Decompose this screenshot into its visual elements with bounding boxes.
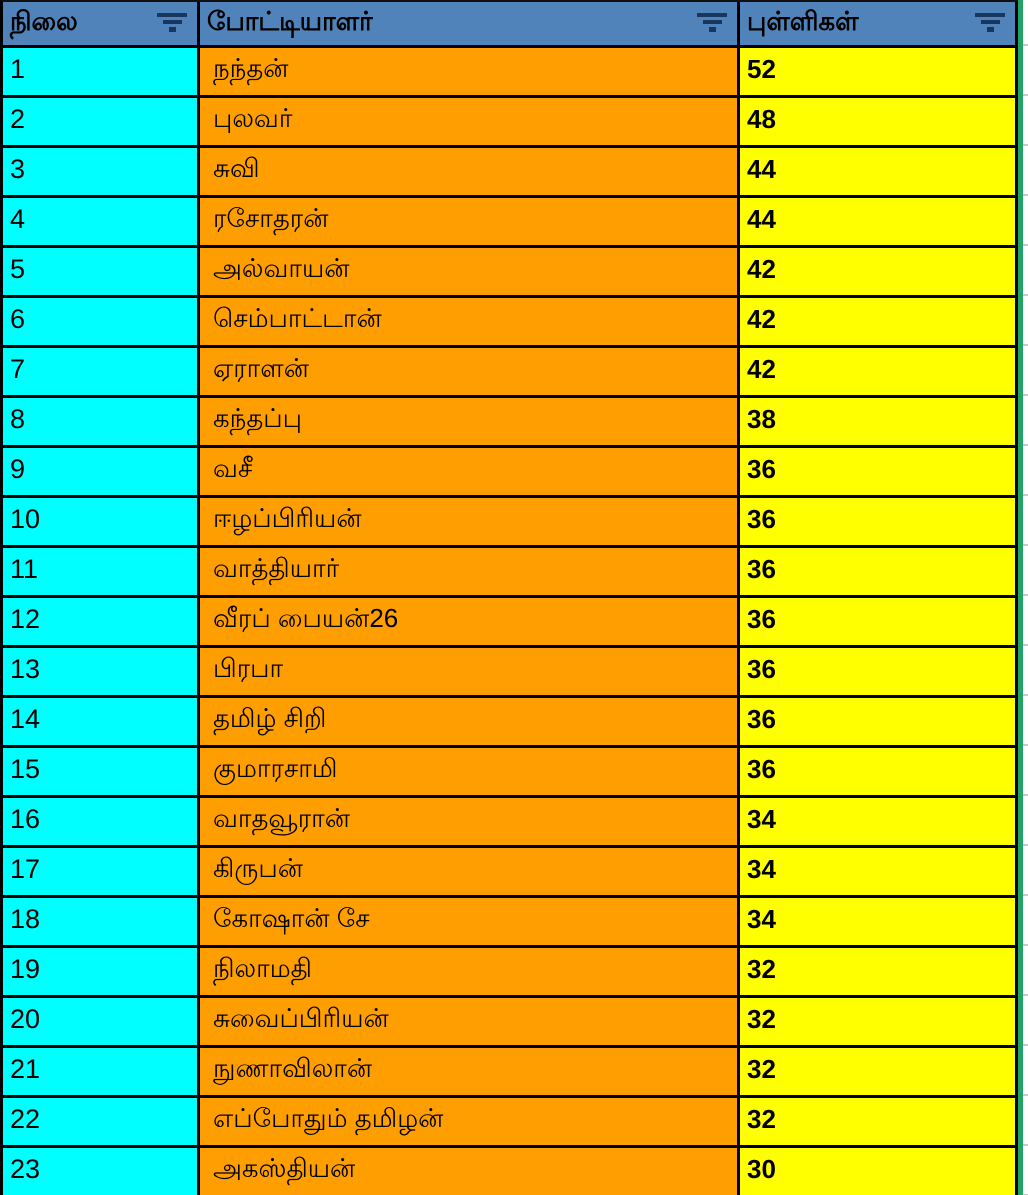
table-row (3, 798, 1018, 848)
table-row (3, 448, 1018, 498)
name-cell[interactable] (200, 898, 740, 948)
rank-cell[interactable] (3, 1098, 200, 1148)
points-value: 42 (747, 354, 776, 384)
points-value: 38 (747, 404, 776, 434)
competitor-name: நுணாவிலான் (213, 1052, 373, 1083)
rank-cell[interactable] (3, 798, 200, 848)
header-cell-rank[interactable] (3, 2, 200, 48)
points-value: 34 (747, 854, 776, 884)
competitor-name: ரசோதரன் (213, 202, 329, 233)
points-cell[interactable] (740, 198, 1018, 248)
rank-cell[interactable] (3, 948, 200, 998)
points-cell[interactable] (740, 248, 1018, 298)
rank-value: 7 (10, 354, 26, 384)
rank-cell[interactable] (3, 648, 200, 698)
table-row (3, 198, 1018, 248)
name-cell[interactable] (200, 798, 740, 848)
points-cell[interactable] (740, 148, 1018, 198)
rank-cell[interactable] (3, 398, 200, 448)
points-value: 34 (747, 804, 776, 834)
points-value: 42 (747, 304, 776, 334)
rank-cell[interactable] (3, 748, 200, 798)
competitor-name: சுவி (213, 152, 260, 183)
competitor-name: புலவர் (213, 102, 293, 133)
points-cell[interactable] (740, 748, 1018, 798)
rank-cell[interactable] (3, 898, 200, 948)
competitor-name: வாதவூரான் (213, 802, 350, 833)
table-row (3, 1148, 1018, 1195)
competitor-name: சுவைப்பிரியன் (213, 1002, 389, 1033)
points-cell[interactable] (740, 298, 1018, 348)
competitor-name: செம்பாட்டான் (213, 302, 382, 333)
competitor-name: கோஷான் சே (213, 902, 370, 933)
rank-value: 10 (10, 504, 41, 534)
competitor-name: ஈழப்பிரியன் (213, 502, 362, 533)
rank-value: 2 (10, 104, 26, 134)
rank-cell[interactable] (3, 1048, 200, 1098)
points-value: 32 (747, 1104, 776, 1134)
table-row (3, 248, 1018, 298)
name-cell[interactable] (200, 398, 740, 448)
table-header-row (3, 2, 1018, 48)
filter-icon[interactable] (974, 13, 1006, 32)
points-value: 36 (747, 754, 776, 784)
name-cell[interactable] (200, 148, 740, 198)
name-cell[interactable] (200, 598, 740, 648)
rank-value: 15 (10, 754, 41, 784)
competitor-name: ஏராளன் (213, 352, 309, 383)
rank-value: 13 (10, 654, 41, 684)
name-cell[interactable] (200, 298, 740, 348)
points-cell[interactable] (740, 348, 1018, 398)
table-body (3, 48, 1018, 1195)
name-cell[interactable] (200, 198, 740, 248)
points-cell[interactable] (740, 898, 1018, 948)
rank-cell[interactable] (3, 548, 200, 598)
name-cell[interactable] (200, 48, 740, 98)
competitor-name: அல்வாயன் (213, 252, 350, 283)
table-row (3, 48, 1018, 98)
table-row (3, 398, 1018, 448)
points-cell[interactable] (740, 798, 1018, 848)
rank-cell[interactable] (3, 848, 200, 898)
points-cell[interactable] (740, 848, 1018, 898)
rank-value: 6 (10, 304, 26, 334)
competitor-name: நிலாமதி (213, 952, 312, 983)
table-row (3, 848, 1018, 898)
rank-cell[interactable] (3, 498, 200, 548)
table-row (3, 348, 1018, 398)
competitor-name: கிருபன் (213, 852, 303, 883)
name-cell[interactable] (200, 948, 740, 998)
rank-cell[interactable] (3, 998, 200, 1048)
points-value: 36 (747, 704, 776, 734)
rank-value: 20 (10, 1004, 41, 1034)
points-cell[interactable] (740, 398, 1018, 448)
table-row (3, 298, 1018, 348)
rank-cell[interactable] (3, 598, 200, 648)
table-row (3, 1048, 1018, 1098)
name-cell[interactable] (200, 248, 740, 298)
points-cell[interactable] (740, 1148, 1018, 1195)
rank-value: 18 (10, 904, 41, 934)
rank-cell[interactable] (3, 98, 200, 148)
header-cell-points[interactable] (740, 2, 1018, 48)
points-value: 34 (747, 904, 776, 934)
competitor-name: வாத்தியார் (213, 552, 340, 583)
name-cell[interactable] (200, 648, 740, 698)
rank-cell[interactable] (3, 348, 200, 398)
points-value: 36 (747, 654, 776, 684)
table-row (3, 698, 1018, 748)
competitor-name: வீரப் பையன்26 (213, 602, 399, 633)
filter-icon[interactable] (696, 13, 728, 32)
table-row (3, 548, 1018, 598)
points-value: 32 (747, 1054, 776, 1084)
points-cell[interactable] (740, 948, 1018, 998)
table-row (3, 998, 1018, 1048)
points-value: 36 (747, 554, 776, 584)
points-cell[interactable] (740, 448, 1018, 498)
competitor-name: குமாரசாமி (213, 752, 338, 783)
points-value: 42 (747, 254, 776, 284)
points-value: 48 (747, 104, 776, 134)
points-cell[interactable] (740, 598, 1018, 648)
table-row (3, 498, 1018, 548)
rank-value: 17 (10, 854, 41, 884)
rank-value: 14 (10, 704, 41, 734)
points-cell[interactable] (740, 1048, 1018, 1098)
name-cell[interactable] (200, 698, 740, 748)
sheet-gutter (1023, 0, 1028, 1195)
points-value: 44 (747, 204, 776, 234)
header-label-rank: நிலை (10, 5, 78, 36)
rank-value: 16 (10, 804, 41, 834)
competitor-name: எப்போதும் தமிழன் (213, 1102, 444, 1133)
competitor-name: நந்தன் (213, 52, 289, 83)
competitor-name: கந்தப்பு (213, 402, 302, 433)
points-cell[interactable] (740, 698, 1018, 748)
competitor-name: அகஸ்தியன் (213, 1152, 356, 1183)
table-row (3, 898, 1018, 948)
name-cell[interactable] (200, 498, 740, 548)
points-value: 36 (747, 504, 776, 534)
rank-cell[interactable] (3, 248, 200, 298)
rank-value: 3 (10, 154, 26, 184)
points-value: 32 (747, 1004, 776, 1034)
name-cell[interactable] (200, 748, 740, 798)
points-value: 36 (747, 454, 776, 484)
competitor-name: வசீ (213, 452, 253, 483)
name-cell[interactable] (200, 1048, 740, 1098)
table-row (3, 148, 1018, 198)
name-cell[interactable] (200, 848, 740, 898)
rank-cell[interactable] (3, 448, 200, 498)
rank-value: 4 (10, 204, 26, 234)
points-value: 30 (747, 1154, 776, 1184)
name-cell[interactable] (200, 348, 740, 398)
rank-value: 9 (10, 454, 26, 484)
name-cell[interactable] (200, 1148, 740, 1195)
rank-cell[interactable] (3, 198, 200, 248)
name-cell[interactable] (200, 448, 740, 498)
points-cell[interactable] (740, 648, 1018, 698)
points-cell[interactable] (740, 98, 1018, 148)
rank-value: 8 (10, 404, 26, 434)
rank-value: 1 (10, 54, 26, 84)
name-cell[interactable] (200, 1098, 740, 1148)
rank-value: 22 (10, 1104, 41, 1134)
name-cell[interactable] (200, 98, 740, 148)
points-value: 36 (747, 604, 776, 634)
rank-value: 12 (10, 604, 41, 634)
table-row (3, 948, 1018, 998)
table-row (3, 598, 1018, 648)
points-cell[interactable] (740, 1098, 1018, 1148)
rank-cell[interactable] (3, 48, 200, 98)
rank-cell[interactable] (3, 698, 200, 748)
competitor-name: பிரபா (213, 652, 284, 683)
points-value: 44 (747, 154, 776, 184)
rank-value: 19 (10, 954, 41, 984)
points-value: 32 (747, 954, 776, 984)
rank-value: 5 (10, 254, 26, 284)
rank-cell[interactable] (3, 148, 200, 198)
header-label-points: புள்ளிகள் (747, 5, 859, 36)
points-cell[interactable] (740, 548, 1018, 598)
table-row (3, 98, 1018, 148)
points-value: 52 (747, 54, 776, 84)
rank-value: 21 (10, 1054, 41, 1084)
points-cell[interactable] (740, 48, 1018, 98)
rank-value: 11 (10, 554, 39, 584)
name-cell[interactable] (200, 998, 740, 1048)
rank-cell[interactable] (3, 298, 200, 348)
points-cell[interactable] (740, 498, 1018, 548)
header-cell-competitor[interactable] (200, 2, 740, 48)
header-label-competitor: போட்டியாளர் (207, 5, 373, 36)
filter-icon[interactable] (156, 13, 188, 32)
name-cell[interactable] (200, 548, 740, 598)
table-row (3, 748, 1018, 798)
table-row (3, 1098, 1018, 1148)
points-cell[interactable] (740, 998, 1018, 1048)
table-row (3, 648, 1018, 698)
competitor-name: தமிழ் சிறி (213, 702, 327, 733)
rank-cell[interactable] (3, 1148, 200, 1195)
rank-value: 23 (10, 1154, 41, 1184)
